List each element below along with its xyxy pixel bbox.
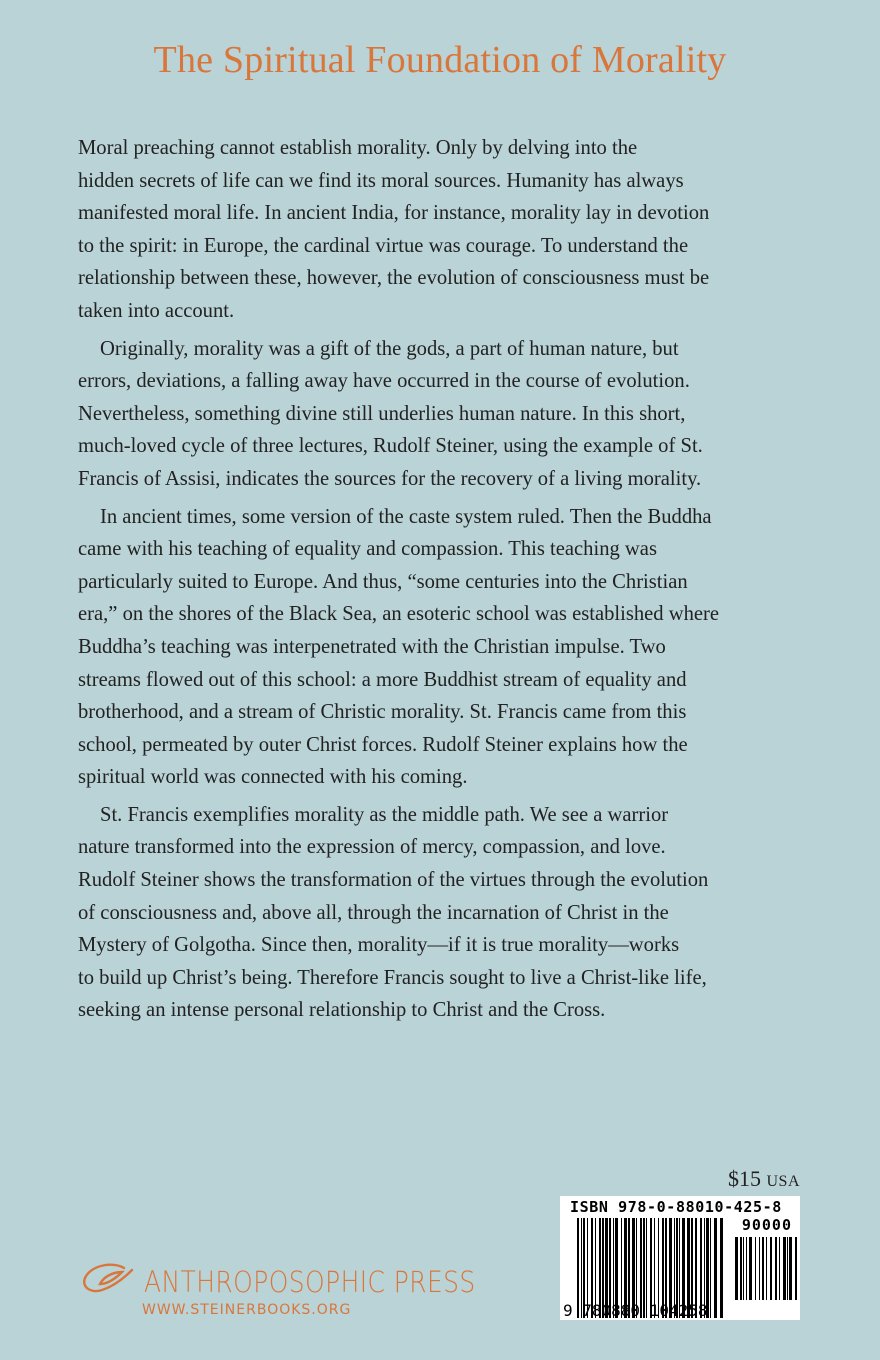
text-line: particularly suited to Europe. And thus, “some centuries into the Christian bbox=[78, 570, 688, 593]
barcode-bar bbox=[766, 1237, 767, 1300]
text-line: seeking an intense personal relationship to Christ and the Cross. bbox=[78, 999, 606, 1022]
barcode-bar bbox=[775, 1237, 777, 1300]
swirl-logo-icon bbox=[80, 1262, 136, 1301]
ean-number: 9 780880 104258 bbox=[563, 1301, 708, 1320]
publisher-url[interactable]: WWW.STEINERBOOKS.ORG bbox=[142, 1302, 352, 1318]
text-line: Francis of Assisi, indicates the sources for the recovery of a living morality. bbox=[78, 467, 702, 490]
text-line: Moral preaching cannot establish morality. Only by delving into the bbox=[78, 137, 638, 159]
text-line: Originally, morality was a gift of the gods, a part of human nature, but bbox=[100, 337, 679, 360]
text-line: nature transformed into the expression of mercy, compassion, and love. bbox=[78, 836, 666, 859]
text-line: school, permeated by outer Christ forces. Rudolf Steiner explains how the bbox=[78, 733, 688, 756]
barcode-bar bbox=[740, 1237, 742, 1300]
publisher-logo bbox=[80, 1262, 530, 1301]
text-line: era,” on the shores of the Black Sea, an esoteric school was established where bbox=[78, 603, 720, 626]
isbn-barcode bbox=[560, 1196, 800, 1320]
text-line: spiritual world was connected with his coming. bbox=[78, 766, 468, 789]
text-line: In ancient times, some version of the caste system ruled. Then the Buddha bbox=[100, 505, 712, 528]
barcode-bar bbox=[783, 1237, 786, 1300]
barcode-bar bbox=[749, 1237, 752, 1300]
text-line: to build up Christ’s being. Therefore Francis sought to live a Christ-like life, bbox=[78, 966, 707, 989]
text-line: streams flowed out of this school: a more Buddhist stream of equality and bbox=[78, 668, 687, 691]
barcode-bar bbox=[714, 1218, 717, 1318]
text-line: manifested moral life. In ancient India, for instance, morality lay in devotion bbox=[78, 202, 710, 225]
text-line: to the spirit: in Europe, the cardinal virtue was courage. To understand the bbox=[78, 234, 689, 257]
text-line: came with his teaching of equality and compassion. This teaching was bbox=[78, 538, 657, 561]
barcode-bar bbox=[762, 1237, 764, 1300]
barcode-bar bbox=[789, 1237, 792, 1300]
book-title: The Spiritual Foundation of Morality bbox=[153, 39, 727, 81]
price-currency: USA bbox=[766, 1173, 800, 1190]
text-line: Mystery of Golgotha. Since then, morality—if it is true morality—works bbox=[78, 934, 680, 957]
text-line: St. Francis exemplifies morality as the middle path. We see a warrior bbox=[100, 803, 669, 826]
barcode-bar bbox=[759, 1237, 760, 1300]
price-amount: $15 bbox=[727, 1166, 761, 1191]
barcode-bar bbox=[795, 1237, 797, 1300]
paragraph bbox=[78, 333, 808, 496]
barcode-bar bbox=[735, 1237, 738, 1300]
barcode-bar bbox=[787, 1237, 788, 1300]
paragraph bbox=[78, 501, 808, 794]
paragraph bbox=[78, 132, 808, 328]
text-line: Buddha’s teaching was interpenetrated with the Christian impulse. Two bbox=[78, 635, 666, 658]
paragraph bbox=[78, 799, 808, 1027]
text-line: taken into account. bbox=[78, 299, 235, 322]
barcode-bar bbox=[720, 1218, 723, 1318]
barcode-bar bbox=[710, 1218, 711, 1318]
price bbox=[728, 1166, 800, 1192]
text-line: Rudolf Steiner shows the transformation of the virtues through the evolution bbox=[78, 869, 709, 892]
barcode-bar bbox=[746, 1237, 747, 1300]
isbn-text: ISBN 978-0-88010-425-8 bbox=[570, 1198, 782, 1216]
text-line: hidden secrets of life can we find its moral sources. Humanity has always bbox=[78, 169, 684, 192]
text-line: errors, deviations, a falling away have occurred in the course of evolution. bbox=[78, 370, 690, 393]
publisher-name: ANTHROPOSOPHIC PRESS bbox=[144, 1264, 476, 1299]
text-line: of consciousness and, above all, through the incarnation of Christ in the bbox=[78, 901, 669, 924]
blurb-text bbox=[78, 132, 808, 1032]
price-addon-code: 90000 bbox=[741, 1216, 792, 1234]
text-line: much-loved cycle of three lectures, Rudolf Steiner, using the example of St. bbox=[78, 435, 703, 458]
barcode-bar bbox=[779, 1237, 780, 1300]
barcode-bar bbox=[743, 1237, 744, 1300]
text-line: brotherhood, and a stream of Christic morality. St. Francis came from this bbox=[78, 701, 687, 724]
barcode-bar bbox=[755, 1237, 756, 1300]
text-line: relationship between these, however, the evolution of consciousness must be bbox=[78, 267, 710, 290]
barcode-bar bbox=[770, 1237, 772, 1300]
text-line: Nevertheless, something divine still underlies human nature. In this short, bbox=[78, 402, 686, 425]
